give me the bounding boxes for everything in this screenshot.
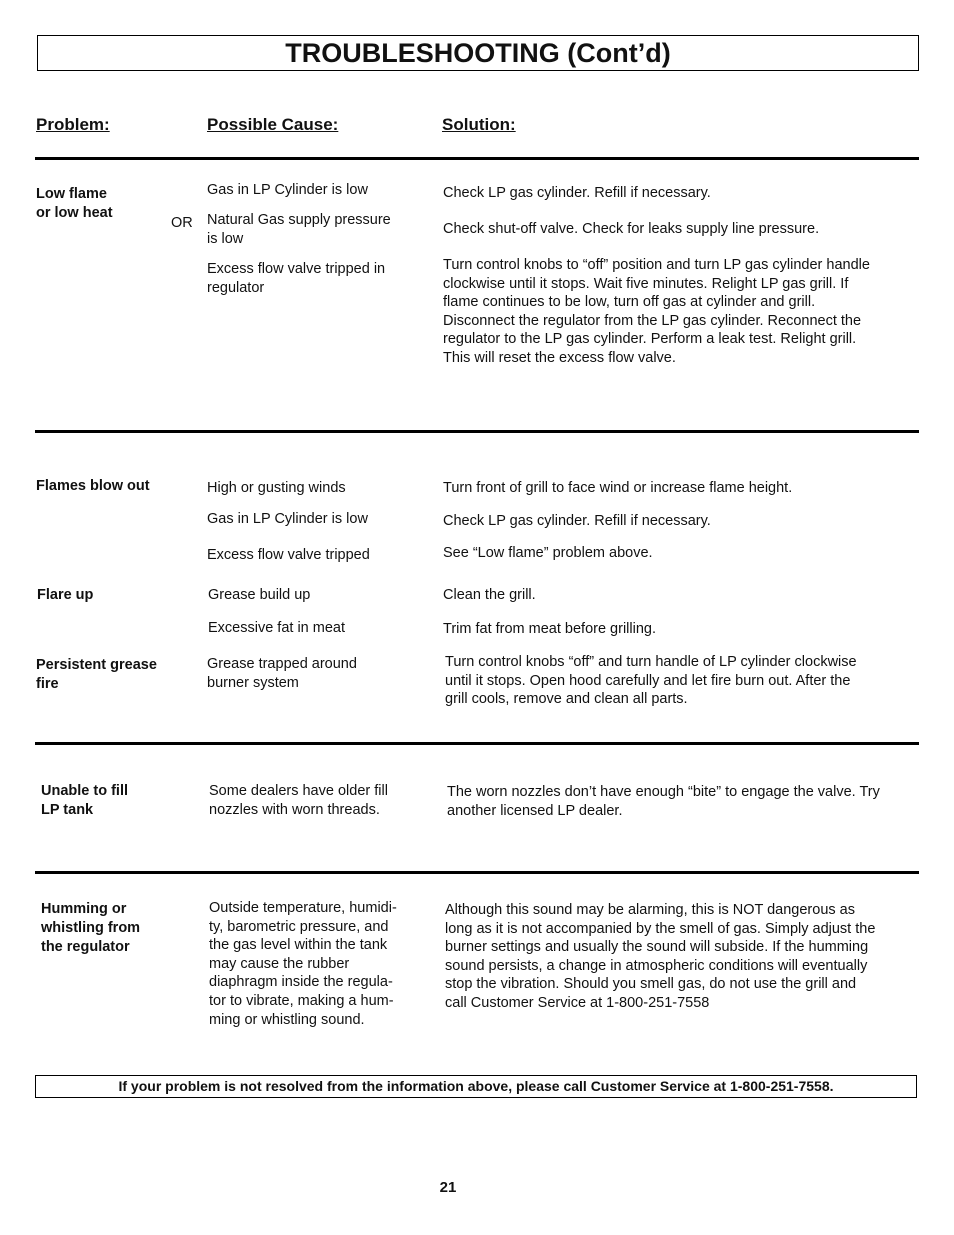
or-label: OR <box>171 215 193 231</box>
cause-natural-gas-pressure: Natural Gas supply pressure is low <box>207 212 391 247</box>
solution-check-shutoff: Check shut-off valve. Check for leaks supply line pressure. <box>443 221 820 237</box>
solution-not-dangerous: Although this sound may be alarming, this is NOT dangerous as long as it is not accompanied by the smell of gas. Simply adjust the burner settings and usually the sound will subside. If the humming sound persists, a change in atmospheric conditions will eventually stop the vibration. Should you smell gas, do not use the grill and call Customer Service at 1-800-251-7558 <box>445 902 876 1011</box>
cause-winds: High or gusting winds <box>207 480 346 496</box>
solution-burn-out: Turn control knobs “off” and turn handle of LP cylinder clockwise until it stops. Open hood carefully and let fire burn out. After the grill cools, remove and clean all parts. <box>445 654 857 708</box>
problem-unable-to-fill: Unable to fill LP tank <box>41 783 128 818</box>
cause-gas-low: Gas in LP Cylinder is low <box>207 511 368 527</box>
solution-face-wind: Turn front of grill to face wind or increase flame height. <box>443 480 793 496</box>
cause-gas-low: Gas in LP Cylinder is low <box>207 182 368 198</box>
divider <box>35 157 919 160</box>
cause-excessive-fat: Excessive fat in meat <box>208 620 345 636</box>
problem-grease-fire: Persistent grease fire <box>36 657 157 692</box>
cause-worn-nozzles: Some dealers have older fill nozzles with worn threads. <box>209 783 388 818</box>
header-solution: Solution: <box>442 115 516 134</box>
header-possible-cause: Possible Cause: <box>207 115 339 134</box>
divider <box>35 742 919 745</box>
cause-diaphragm-vibration: Outside temperature, humidi- ty, barometric pressure, and the gas level within the tank may cause the rubber diaphragm inside the regula- tor to vibrate, making a hum- ming or whistling sound. <box>209 900 397 1028</box>
problem-flare-up: Flare up <box>37 587 94 603</box>
cause-excess-flow-valve: Excess flow valve tripped in regulator <box>207 261 386 296</box>
customer-service-note: If your problem is not resolved from the information above, please call Customer Service at 1-800-251-7558. <box>35 1075 917 1098</box>
cause-excess-flow: Excess flow valve tripped <box>207 547 370 563</box>
cause-grease-trapped: Grease trapped around burner system <box>207 656 357 691</box>
solution-clean-grill: Clean the grill. <box>443 587 536 603</box>
problem-flames-blow-out: Flames blow out <box>36 478 150 494</box>
solution-reset-valve: Turn control knobs to “off” position and turn LP gas cylinder handle clockwise until it stops. Wait five minutes. Relight LP gas grill. If flame continues to be low, turn off gas at cylinder and grill. Disconnect the regulator from the LP gas cylinder. Reconnect the regulator to the LP gas cylinder. Perform a leak test. Relight grill. This will reset the excess flow valve. <box>443 257 870 366</box>
solution-check-cylinder: Check LP gas cylinder. Refill if necessary. <box>443 185 711 201</box>
page-title: TROUBLESHOOTING (Cont’d) <box>37 35 919 71</box>
page-number: 21 <box>439 1179 457 1196</box>
solution-see-low-flame: See “Low flame” problem above. <box>443 545 653 561</box>
cause-grease-build-up: Grease build up <box>208 587 311 603</box>
divider <box>35 871 919 874</box>
solution-check-cylinder: Check LP gas cylinder. Refill if necessary. <box>443 513 711 529</box>
solution-trim-fat: Trim fat from meat before grilling. <box>443 621 656 637</box>
solution-another-dealer: The worn nozzles don’t have enough “bite” to engage the valve. Try another licensed LP dealer. <box>447 784 880 819</box>
header-problem: Problem: <box>36 115 110 134</box>
divider <box>35 430 919 433</box>
problem-low-flame: Low flame or low heat <box>36 186 113 221</box>
problem-humming: Humming or whistling from the regulator <box>41 901 141 955</box>
